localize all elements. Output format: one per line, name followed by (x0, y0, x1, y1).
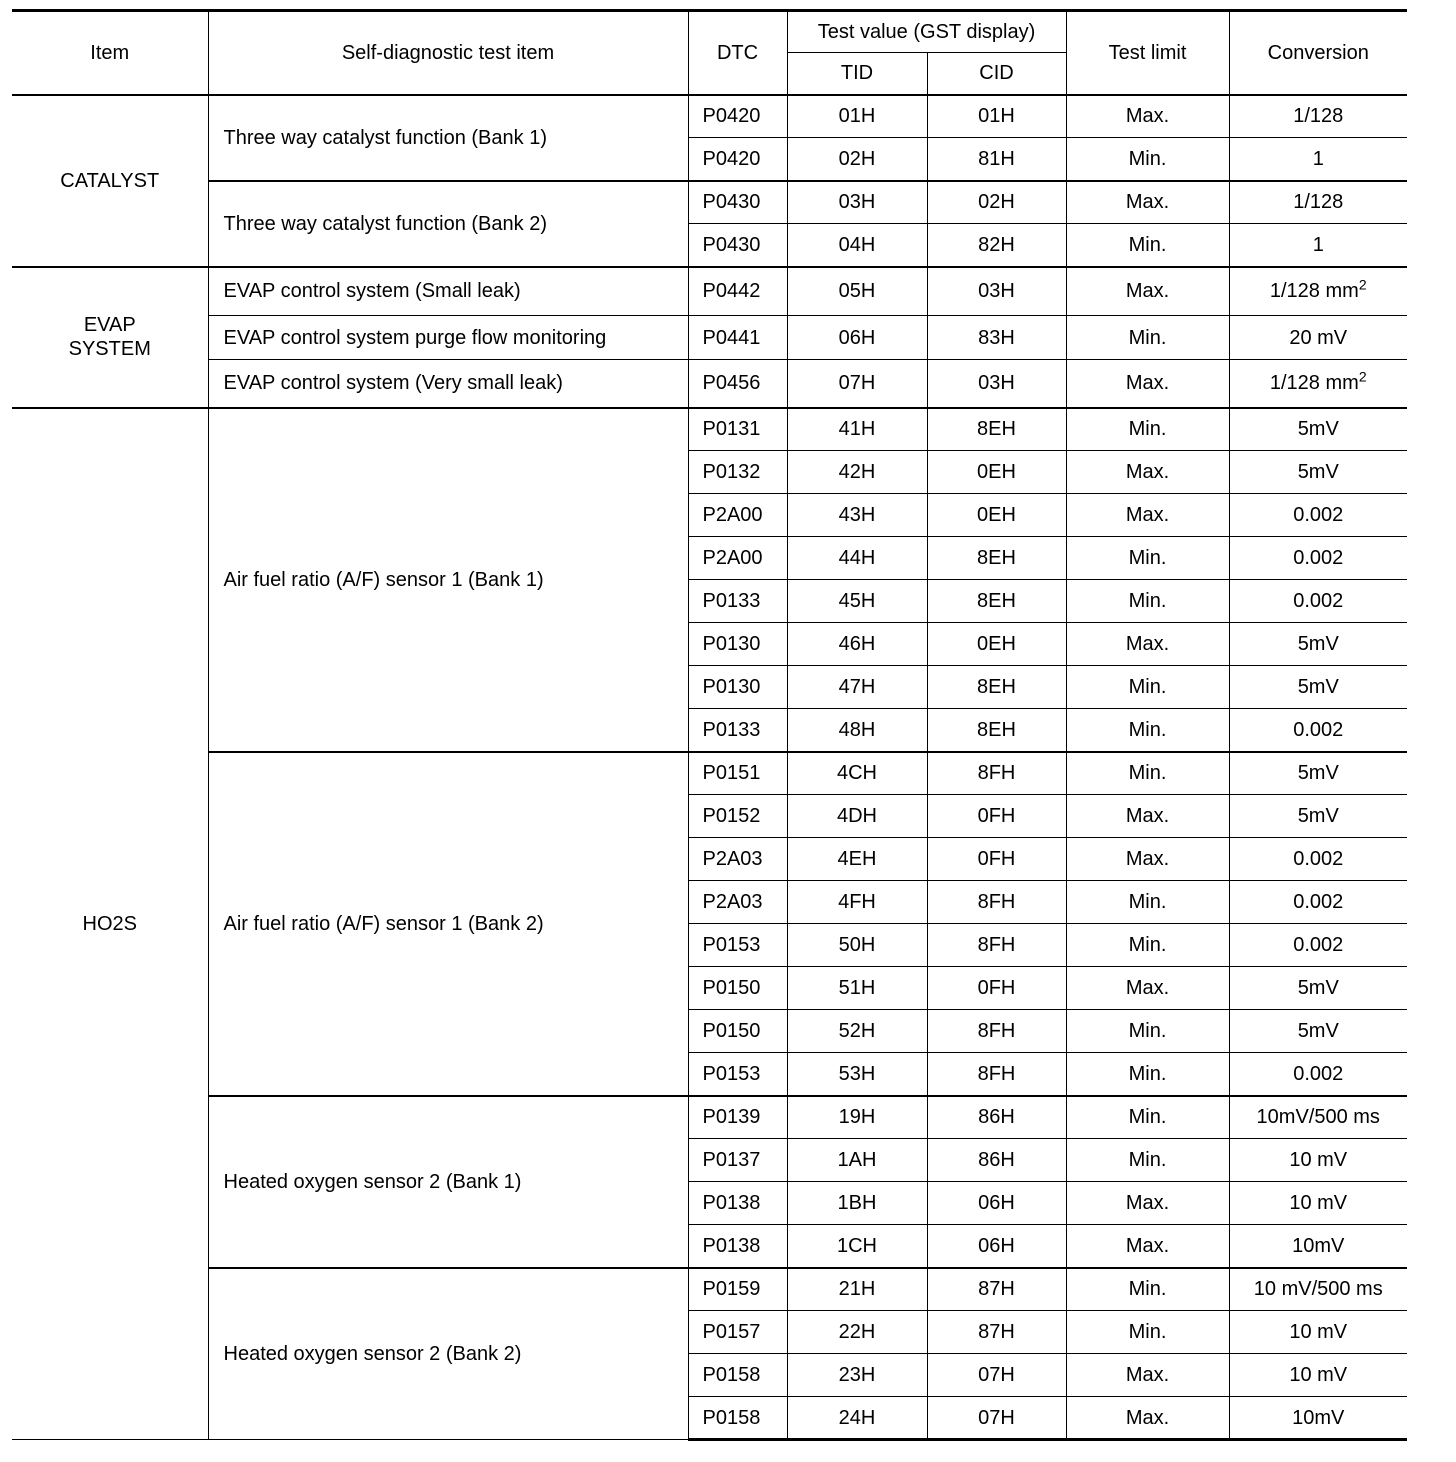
conversion-value: 5mV (1297, 676, 1339, 698)
conversion-value: 0.002 (1293, 718, 1344, 741)
test-limit-cell: Min. (1066, 1010, 1229, 1053)
conversion-cell (1229, 494, 1407, 537)
test-limit-cell: Min. (1066, 666, 1229, 709)
cid-cell: 8EH (927, 709, 1066, 752)
conversion-exponent: 2 (1358, 368, 1367, 385)
cid-cell: 8FH (927, 881, 1066, 924)
test-limit-cell: Max. (1066, 494, 1229, 537)
conversion-value: 0.002 (1293, 504, 1344, 526)
cid-cell: 82H (927, 224, 1066, 267)
conversion-value: 5mV (1297, 633, 1339, 655)
item-cell: EVAP SYSTEM (12, 267, 208, 408)
test-limit-cell: Min. (1066, 924, 1229, 967)
table-row (12, 267, 1407, 316)
cid-cell: 86H (927, 1139, 1066, 1182)
conversion-cell (1229, 316, 1407, 360)
conversion-cell (1229, 1096, 1407, 1139)
cid-cell: 8EH (927, 580, 1066, 623)
tid-cell: 01H (787, 95, 927, 138)
tid-cell: 44H (787, 537, 927, 580)
dtc-cell: P2A00 (688, 537, 787, 580)
cid-cell: 87H (927, 1311, 1066, 1354)
conversion-value: 5mV (1297, 977, 1339, 999)
conversion-exponent: 2 (1358, 276, 1367, 293)
dtc-cell: P2A00 (688, 494, 787, 537)
test-limit-cell: Max. (1066, 1182, 1229, 1225)
conversion-value: 5mV (1297, 805, 1339, 827)
conversion-cell (1229, 267, 1407, 316)
cid-cell: 8EH (927, 666, 1066, 709)
cid-cell: 0EH (927, 451, 1066, 494)
conversion-value: 10 mV (1289, 1364, 1348, 1386)
dtc-cell: P0150 (688, 1010, 787, 1053)
tid-cell: 07H (787, 360, 927, 408)
table-row (12, 408, 1407, 451)
cid-cell: 01H (927, 95, 1066, 138)
header-row (12, 11, 1407, 53)
test-limit-cell: Min. (1066, 316, 1229, 360)
conversion-value: 10mV (1292, 1234, 1345, 1257)
dtc-cell: P0150 (688, 967, 787, 1010)
conversion-cell (1229, 967, 1407, 1010)
header-conversion: Conversion (1229, 11, 1407, 95)
tid-cell: 53H (787, 1053, 927, 1096)
test-limit-cell: Max. (1066, 1225, 1229, 1268)
conversion-value: 0.002 (1293, 891, 1344, 913)
tid-cell: 06H (787, 316, 927, 360)
cid-cell: 0FH (927, 795, 1066, 838)
tid-cell: 1AH (787, 1139, 927, 1182)
conversion-cell (1229, 795, 1407, 838)
table-row (12, 1096, 1407, 1139)
test-limit-cell: Min. (1066, 1053, 1229, 1096)
tid-cell: 05H (787, 267, 927, 316)
conversion-cell (1229, 1182, 1407, 1225)
conversion-value: 5mV (1297, 461, 1339, 483)
conversion-cell (1229, 1268, 1407, 1311)
self-test-item-cell: Three way catalyst function (Bank 1) (208, 95, 688, 181)
test-limit-cell: Min. (1066, 752, 1229, 795)
test-limit-cell: Min. (1066, 709, 1229, 752)
tid-cell: 43H (787, 494, 927, 537)
cid-cell: 8FH (927, 752, 1066, 795)
conversion-cell (1229, 1053, 1407, 1096)
conversion-value: 1/128 (1293, 105, 1344, 128)
test-limit-cell: Max. (1066, 623, 1229, 666)
cid-cell: 07H (927, 1354, 1066, 1397)
test-limit-cell: Min. (1066, 580, 1229, 623)
conversion-cell (1229, 881, 1407, 924)
table-row (12, 752, 1407, 795)
test-limit-cell: Max. (1066, 181, 1229, 224)
table-row (12, 1268, 1407, 1311)
table-row (12, 360, 1407, 408)
conversion-value: 0.002 (1293, 590, 1344, 612)
cid-cell: 03H (927, 360, 1066, 408)
self-diagnostic-table (12, 9, 1407, 1441)
cid-cell: 81H (927, 138, 1066, 181)
conversion-cell (1229, 537, 1407, 580)
test-limit-cell: Min. (1066, 537, 1229, 580)
table-row (12, 95, 1407, 138)
conversion-value: 10mV/500 ms (1256, 1106, 1380, 1129)
tid-cell: 4EH (787, 838, 927, 881)
tid-cell: 4DH (787, 795, 927, 838)
test-limit-cell: Min. (1066, 1311, 1229, 1354)
dtc-cell: P2A03 (688, 838, 787, 881)
cid-cell: 8FH (927, 1053, 1066, 1096)
tid-cell: 4CH (787, 752, 927, 795)
test-limit-cell: Min. (1066, 138, 1229, 181)
cid-cell: 0FH (927, 967, 1066, 1010)
tid-cell: 22H (787, 1311, 927, 1354)
conversion-cell (1229, 709, 1407, 752)
dtc-cell: P0130 (688, 666, 787, 709)
dtc-cell: P0132 (688, 451, 787, 494)
test-limit-cell: Min. (1066, 1268, 1229, 1311)
test-limit-cell: Min. (1066, 1139, 1229, 1182)
tid-cell: 4FH (787, 881, 927, 924)
conversion-value: 5mV (1297, 418, 1339, 441)
cid-cell: 86H (927, 1096, 1066, 1139)
conversion-value: 20 mV (1289, 326, 1348, 349)
tid-cell: 03H (787, 181, 927, 224)
tid-cell: 21H (787, 1268, 927, 1311)
header-dtc: DTC (688, 11, 787, 95)
conversion-cell (1229, 1354, 1407, 1397)
conversion-cell (1229, 1225, 1407, 1268)
tid-cell: 52H (787, 1010, 927, 1053)
self-test-item-cell: Heated oxygen sensor 2 (Bank 2) (208, 1268, 688, 1440)
test-limit-cell: Min. (1066, 408, 1229, 451)
cid-cell: 06H (927, 1225, 1066, 1268)
dtc-cell: P0158 (688, 1354, 787, 1397)
conversion-cell (1229, 1139, 1407, 1182)
dtc-cell: P0430 (688, 181, 787, 224)
dtc-cell: P2A03 (688, 881, 787, 924)
tid-cell: 04H (787, 224, 927, 267)
table-row (12, 181, 1407, 224)
conversion-cell (1229, 623, 1407, 666)
conversion-cell (1229, 408, 1407, 451)
dtc-cell: P0159 (688, 1268, 787, 1311)
self-test-item-cell: Air fuel ratio (A/F) sensor 1 (Bank 1) (208, 408, 688, 752)
tid-cell: 41H (787, 408, 927, 451)
cid-cell: 0EH (927, 494, 1066, 537)
header-cid: CID (927, 53, 1066, 95)
dtc-cell: P0430 (688, 224, 787, 267)
dtc-cell: P0153 (688, 924, 787, 967)
tid-cell: 45H (787, 580, 927, 623)
conversion-value: 5mV (1297, 762, 1339, 785)
item-cell: CATALYST (12, 95, 208, 267)
test-limit-cell: Min. (1066, 1096, 1229, 1139)
conversion-value: 1 (1312, 233, 1324, 256)
test-limit-cell: Max. (1066, 838, 1229, 881)
tid-cell: 24H (787, 1397, 927, 1440)
cid-cell: 03H (927, 267, 1066, 316)
table-row (12, 316, 1407, 360)
dtc-cell: P0442 (688, 267, 787, 316)
conversion-value: 10 mV/500 ms (1253, 1278, 1383, 1301)
cid-cell: 06H (927, 1182, 1066, 1225)
header-test-value: Test value (GST display) (787, 11, 1066, 53)
cid-cell: 07H (927, 1397, 1066, 1440)
conversion-cell (1229, 1311, 1407, 1354)
self-test-item-cell: Air fuel ratio (A/F) sensor 1 (Bank 2) (208, 752, 688, 1096)
conversion-value: 5mV (1297, 1020, 1339, 1042)
tid-cell: 46H (787, 623, 927, 666)
header-tid: TID (787, 53, 927, 95)
dtc-cell: P0133 (688, 709, 787, 752)
tid-cell: 42H (787, 451, 927, 494)
cid-cell: 0EH (927, 623, 1066, 666)
conversion-cell (1229, 95, 1407, 138)
conversion-cell (1229, 181, 1407, 224)
tid-cell: 1BH (787, 1182, 927, 1225)
test-limit-cell: Max. (1066, 795, 1229, 838)
self-test-item-cell: EVAP control system purge flow monitoring (208, 316, 688, 360)
dtc-cell: P0139 (688, 1096, 787, 1139)
dtc-cell: P0456 (688, 360, 787, 408)
dtc-cell: P0420 (688, 95, 787, 138)
conversion-value: 10mV (1292, 1406, 1345, 1429)
cid-cell: 87H (927, 1268, 1066, 1311)
conversion-cell (1229, 360, 1407, 408)
self-test-item-cell: EVAP control system (Small leak) (208, 267, 688, 316)
dtc-cell: P0130 (688, 623, 787, 666)
test-limit-cell: Max. (1066, 95, 1229, 138)
self-test-item-cell: Three way catalyst function (Bank 2) (208, 181, 688, 267)
self-test-item-cell: Heated oxygen sensor 2 (Bank 1) (208, 1096, 688, 1268)
header-item: Item (12, 11, 208, 95)
test-limit-cell: Max. (1066, 267, 1229, 316)
cid-cell: 8FH (927, 1010, 1066, 1053)
tid-cell: 51H (787, 967, 927, 1010)
cid-cell: 8EH (927, 408, 1066, 451)
conversion-cell (1229, 138, 1407, 181)
tid-cell: 1CH (787, 1225, 927, 1268)
cid-cell: 8FH (927, 924, 1066, 967)
conversion-cell (1229, 1397, 1407, 1440)
conversion-value: 0.002 (1293, 1062, 1344, 1085)
conversion-value: 10 mV (1289, 1192, 1348, 1214)
test-limit-cell: Max. (1066, 360, 1229, 408)
tid-cell: 02H (787, 138, 927, 181)
dtc-cell: P0157 (688, 1311, 787, 1354)
conversion-cell (1229, 666, 1407, 709)
conversion-value: 0.002 (1293, 934, 1344, 956)
conversion-cell (1229, 924, 1407, 967)
tid-cell: 48H (787, 709, 927, 752)
dtc-cell: P0138 (688, 1225, 787, 1268)
dtc-cell: P0133 (688, 580, 787, 623)
tid-cell: 23H (787, 1354, 927, 1397)
dtc-cell: P0131 (688, 408, 787, 451)
conversion-value: 1/128 mm (1269, 280, 1359, 303)
test-limit-cell: Max. (1066, 451, 1229, 494)
dtc-cell: P0420 (688, 138, 787, 181)
conversion-value: 10 mV (1289, 1321, 1348, 1343)
conversion-cell (1229, 224, 1407, 267)
tid-cell: 19H (787, 1096, 927, 1139)
table-body (12, 95, 1407, 1440)
self-test-item-cell: EVAP control system (Very small leak) (208, 360, 688, 408)
conversion-cell (1229, 838, 1407, 881)
dtc-cell: P0153 (688, 1053, 787, 1096)
cid-cell: 83H (927, 316, 1066, 360)
dtc-cell: P0441 (688, 316, 787, 360)
item-cell: HO2S (12, 408, 208, 1440)
dtc-cell: P0137 (688, 1139, 787, 1182)
header-self-test-item: Self-diagnostic test item (208, 11, 688, 95)
header-test-limit: Test limit (1066, 11, 1229, 95)
conversion-cell (1229, 580, 1407, 623)
conversion-value: 1 (1312, 147, 1324, 170)
conversion-value: 1/128 (1293, 191, 1344, 214)
test-limit-cell: Max. (1066, 1354, 1229, 1397)
conversion-value: 1/128 mm (1269, 372, 1359, 395)
test-limit-cell: Max. (1066, 1397, 1229, 1440)
conversion-value: 10 mV (1289, 1149, 1348, 1171)
dtc-cell: P0152 (688, 795, 787, 838)
tid-cell: 50H (787, 924, 927, 967)
dtc-cell: P0151 (688, 752, 787, 795)
dtc-cell: P0158 (688, 1397, 787, 1440)
dtc-cell: P0138 (688, 1182, 787, 1225)
conversion-cell (1229, 1010, 1407, 1053)
cid-cell: 02H (927, 181, 1066, 224)
test-limit-cell: Min. (1066, 224, 1229, 267)
test-limit-cell: Max. (1066, 967, 1229, 1010)
conversion-value: 0.002 (1293, 848, 1344, 870)
conversion-value: 0.002 (1293, 547, 1344, 569)
test-limit-cell: Min. (1066, 881, 1229, 924)
tid-cell: 47H (787, 666, 927, 709)
cid-cell: 0FH (927, 838, 1066, 881)
conversion-cell (1229, 451, 1407, 494)
cid-cell: 8EH (927, 537, 1066, 580)
conversion-cell (1229, 752, 1407, 795)
